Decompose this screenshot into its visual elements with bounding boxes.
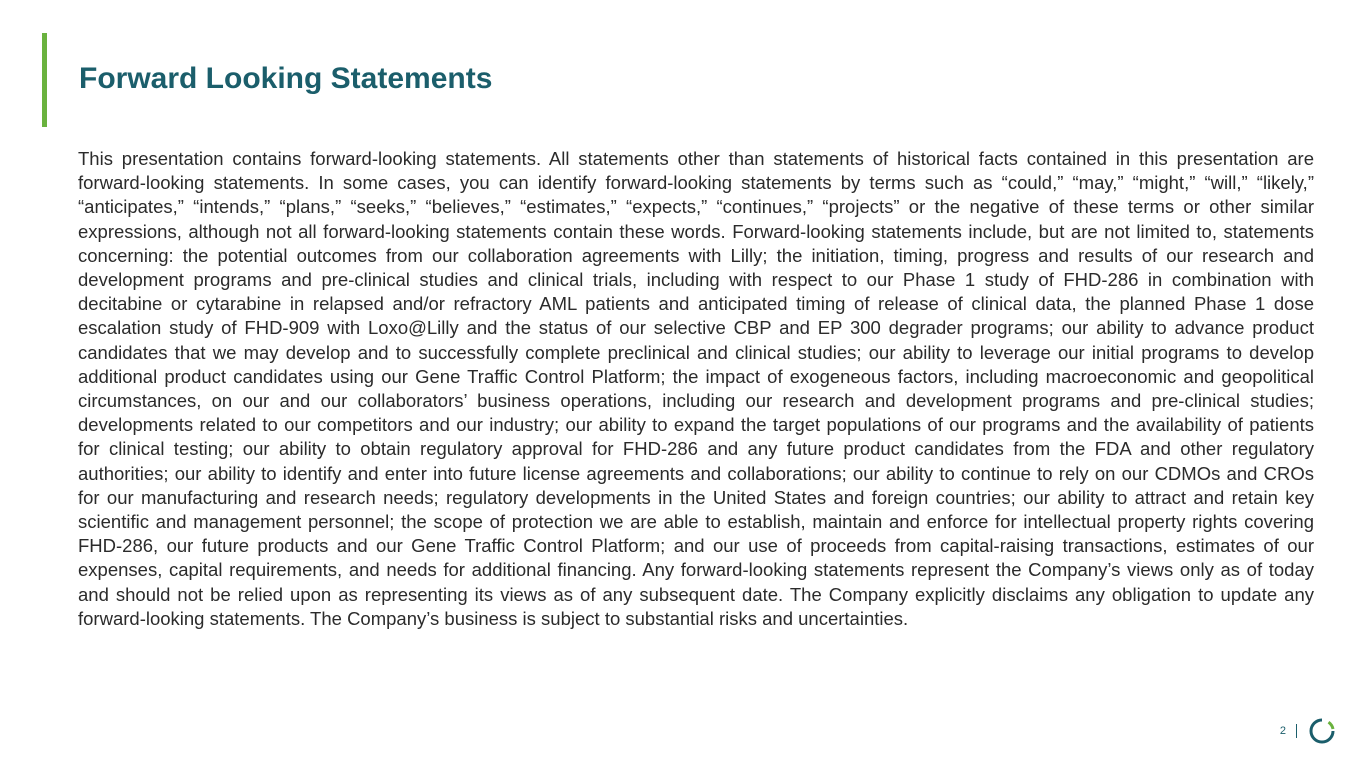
- footer-divider: [1296, 724, 1297, 738]
- forward-looking-statement-text: This presentation contains forward-looking statements. All statements other than statements of historical facts contained in this presentation are forward-looking statements. In some cases, you can identify forward-looking statements by terms such as “could,” “may,” “might,” “will,” “likely,” “anticipates,” “intends,” “plans,” “seeks,” “believes,” “estimates,” “expects,” “continues,” “projects” or the negative of these terms or other similar expressions, although not all forward-looking statements contain these words. Forward-looking statements include, but are not limited to, statements concerning: the potential outcomes from our collaboration agreements with Lilly; the initiation, timing, progress and results of our research and development programs and pre-clinical studies and clinical trials, including with respect to our Phase 1 study of FHD-286 in combination with decitabine or cytarabine in relapsed and/or refractory AML patients and anticipated timing of release of clinical data, the planned Phase 1 dose escalation study of FHD-909 with Loxo@Lilly and the status of our selective CBP and EP 300 degrader programs; our ability to advance product candidates that we may develop and to successfully complete preclinical and clinical studies; our ability to leverage our initial programs to develop additional product candidates using our Gene Traffic Control Platform; the impact of exogeneous factors, including macroeconomic and geopolitical circumstances, on our and our collaborators’ business operations, including our research and development programs and pre-clinical studies; developments related to our competitors and our industry; our ability to expand the target populations of our programs and the availability of patients for clinical testing; our ability to obtain regulatory approval for FHD-286 and any future product candidates from the FDA and other regulatory authorities; our ability to identify and enter into future license agreements and collaborations; our ability to continue to rely on our CDMOs and CROs for our manufacturing and research needs; regulatory developments in the United States and foreign countries; our ability to attract and retain key scientific and management personnel; the scope of protection we are able to establish, maintain and enforce for intellectual property rights covering FHD-286, our future products and our Gene Traffic Control Platform; and our use of proceeds from capital-raising transactions, estimates of our expenses, capital requirements, and needs for additional financing. Any forward-looking statements represent the Company’s views only as of today and should not be relied upon as representing its views as of any subsequent date. The Company explicitly disclaims any obligation to update any forward-looking statements. The Company’s business is subject to substantial risks and uncertainties.: [78, 148, 1314, 629]
- circular-ring-logo-icon: [1309, 716, 1335, 746]
- slide-footer: [1280, 716, 1335, 746]
- slide-title: Forward Looking Statements: [79, 62, 493, 95]
- title-accent-bar: [42, 33, 47, 127]
- page-number: 2: [1279, 725, 1286, 737]
